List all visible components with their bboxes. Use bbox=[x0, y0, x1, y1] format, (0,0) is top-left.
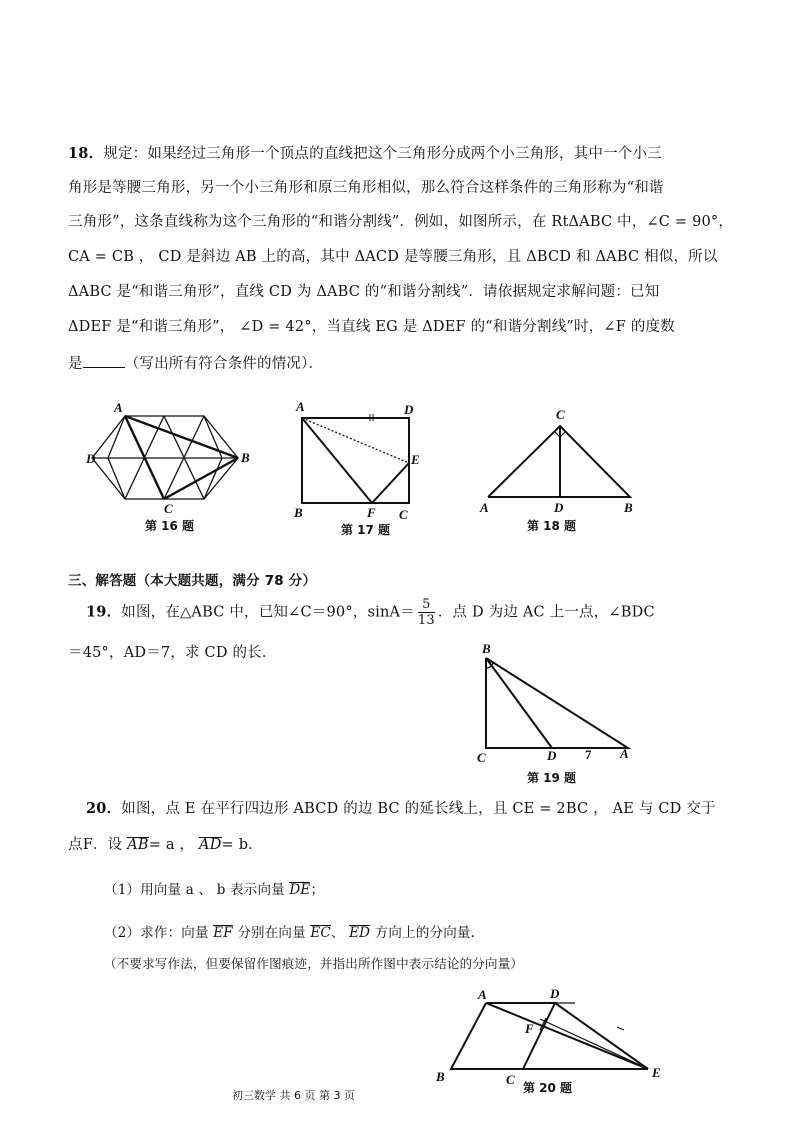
vector-ed: ED bbox=[349, 925, 371, 941]
fig20-label-c: C bbox=[506, 1072, 515, 1087]
q18-line6: ΔDEF 是“和谐三角形”， ∠D = 42°，当直线 EG 是 ΔDEF 的“和谐分割线”时，∠F 的度数 bbox=[68, 319, 675, 335]
fig17-label-d: D bbox=[404, 402, 414, 417]
fig18-label-d: D bbox=[554, 500, 564, 515]
vector-de: DE bbox=[289, 882, 311, 898]
q19-line1: 19．如图，在△ABC 中，已知∠C＝90°，sinA＝ $\frac{5}{13}$ ．点 D 为边 AC 上一点，∠BDC bbox=[86, 597, 655, 628]
fig20-label-e: E bbox=[652, 1065, 661, 1080]
fig20-label-a: A bbox=[478, 987, 487, 1002]
fig16-label-d: D bbox=[86, 451, 96, 466]
q20-part2: （2）求作：向量 EF 分别在向量 EC、 ED 方向上的分向量. bbox=[104, 925, 476, 941]
fig17-label-a: A bbox=[296, 399, 305, 414]
fig19-label-a: A bbox=[620, 746, 629, 761]
q18-line2: 角形是等腰三角形，另一个小三角形和原三角形相似，那么符合这样条件的三角形称为“和谐 bbox=[68, 180, 664, 196]
fig16-caption: 第 16 题 bbox=[145, 519, 195, 533]
q20-note: （不要求写作法，但要保留作图痕迹，并指出所作图中表示结论的分向量） bbox=[104, 956, 524, 971]
q18-line4: CA = CB ， CD 是斜边 AB 上的高，其中 ΔACD 是等腰三角形，且 ΔBCD 和 ΔABC 相似，所以 bbox=[68, 249, 718, 265]
fig20-label-b: B bbox=[436, 1069, 445, 1084]
fig19-mark-7: 7 bbox=[585, 747, 592, 762]
q18-line7: 是 （写出所有符合条件的情况）． bbox=[68, 356, 324, 372]
sin-fraction: $\frac{5}{13}$ bbox=[417, 597, 435, 628]
vector-ef: EF bbox=[213, 925, 233, 941]
fig16-label-b: B bbox=[241, 450, 250, 465]
fig20-label-f: F bbox=[525, 1021, 534, 1036]
q20-part1: （1）用向量 a 、 b 表示向量 DE； bbox=[104, 882, 325, 898]
fig17-label-b: B bbox=[294, 505, 303, 520]
fig19-caption: 第 19 题 bbox=[527, 771, 577, 785]
fig16-label-c: C bbox=[164, 501, 173, 516]
q19-line2: ＝45°，AD＝7，求 CD 的长． bbox=[68, 645, 277, 661]
page-footer: 初三数学 共 6 页 第 3 页 bbox=[232, 1089, 355, 1102]
fig17-label-e: E bbox=[411, 452, 420, 467]
fig17-caption: 第 17 题 bbox=[341, 523, 391, 537]
q18-line5: ΔABC 是“和谐三角形”，直线 CD 为 ΔABC 的“和谐分割线”．请依据规定求解问题：已知 bbox=[68, 284, 660, 300]
vector-ec: EC bbox=[310, 925, 331, 941]
fig17-label-c: C bbox=[399, 507, 408, 522]
fig16-label-a: A bbox=[114, 400, 123, 415]
q20-number: 20． bbox=[86, 800, 122, 817]
q20-line1: 20．如图，点 E 在平行四边形 ABCD 的边 BC 的延长线上，且 CE = 2BC ， AE 与 CD 交于 bbox=[86, 800, 716, 817]
fig18-caption: 第 18 题 bbox=[527, 519, 577, 533]
fig18-label-b: B bbox=[624, 500, 633, 515]
q18-line3: 三角形”，这条直线称为这个三角形的“和谐分割线”．例如，如图所示，在 RtΔABC 中，∠C = 90°， bbox=[68, 214, 734, 230]
q18-text1: 规定：如果经过三角形一个顶点的直线把这个三角形分成两个小三角形，其中一个小三 bbox=[103, 146, 662, 162]
q20-line2: 点F．设 AB= a ， AD= b． bbox=[68, 837, 263, 853]
fig19-label-d: D bbox=[547, 748, 557, 763]
fig18-label-a: A bbox=[480, 500, 489, 515]
fig19-label-b: B bbox=[482, 641, 491, 656]
section3-title: 三、解答题（本大题共题，满分 78 分） bbox=[68, 573, 317, 589]
fig20-label-d: D bbox=[550, 986, 560, 1001]
fig20-caption: 第 20 题 bbox=[523, 1081, 573, 1095]
fig18-label-c: C bbox=[556, 407, 565, 422]
fig19-label-c: C bbox=[477, 750, 486, 765]
vector-ab: AB bbox=[127, 837, 149, 853]
q18-number: 18． bbox=[68, 145, 104, 162]
vector-ad: AD bbox=[199, 837, 222, 853]
fig17-label-f: F bbox=[367, 505, 376, 520]
q19-number: 19． bbox=[86, 603, 122, 621]
